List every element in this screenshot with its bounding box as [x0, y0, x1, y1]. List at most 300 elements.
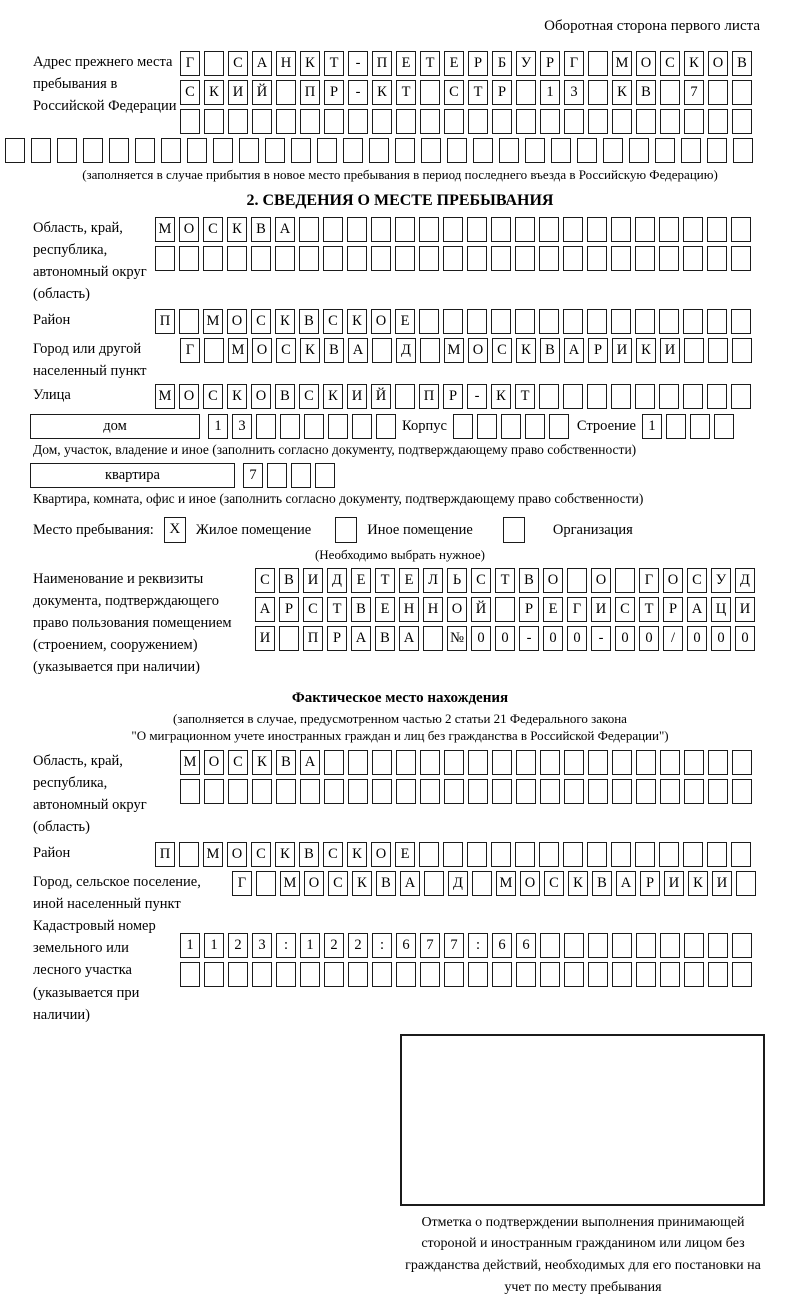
char-box[interactable] — [612, 962, 632, 987]
char-box[interactable] — [324, 750, 344, 775]
char-box[interactable]: О — [520, 871, 540, 896]
char-box[interactable] — [516, 962, 536, 987]
char-box[interactable]: О — [179, 384, 199, 409]
char-box[interactable] — [443, 217, 463, 242]
char-box[interactable] — [540, 779, 560, 804]
char-box[interactable]: : — [372, 933, 392, 958]
char-box[interactable]: Т — [375, 568, 395, 593]
char-box[interactable] — [515, 217, 535, 242]
char-box[interactable] — [395, 246, 415, 271]
stay-option-other-checkbox[interactable] — [335, 517, 357, 543]
char-box[interactable] — [239, 138, 259, 163]
char-box[interactable] — [539, 309, 559, 334]
char-box[interactable] — [453, 414, 473, 439]
char-box[interactable]: И — [612, 338, 632, 363]
char-box[interactable]: К — [491, 384, 511, 409]
char-box[interactable] — [420, 779, 440, 804]
char-box[interactable]: О — [252, 338, 272, 363]
char-box[interactable] — [323, 246, 343, 271]
char-box[interactable] — [635, 309, 655, 334]
char-box[interactable] — [707, 217, 727, 242]
char-box[interactable] — [587, 309, 607, 334]
char-box[interactable] — [539, 384, 559, 409]
char-box[interactable] — [347, 246, 367, 271]
char-box[interactable] — [708, 779, 728, 804]
char-box[interactable] — [588, 80, 608, 105]
char-box[interactable] — [732, 962, 752, 987]
char-box[interactable] — [707, 384, 727, 409]
char-box[interactable] — [420, 750, 440, 775]
char-box[interactable]: 1 — [204, 933, 224, 958]
char-box[interactable] — [371, 217, 391, 242]
char-box[interactable]: К — [684, 51, 704, 76]
char-box[interactable]: В — [275, 384, 295, 409]
char-box[interactable] — [564, 962, 584, 987]
char-box[interactable] — [611, 842, 631, 867]
char-box[interactable]: П — [300, 80, 320, 105]
char-box[interactable]: С — [251, 842, 271, 867]
char-box[interactable]: И — [255, 626, 275, 651]
char-box[interactable]: 3 — [232, 414, 252, 439]
char-box[interactable] — [684, 750, 704, 775]
char-box[interactable] — [708, 962, 728, 987]
char-box[interactable] — [228, 962, 248, 987]
char-box[interactable] — [443, 309, 463, 334]
char-box[interactable] — [371, 246, 391, 271]
char-box[interactable]: М — [155, 217, 175, 242]
char-box[interactable] — [659, 309, 679, 334]
char-box[interactable]: Р — [327, 626, 347, 651]
char-box[interactable] — [228, 779, 248, 804]
char-box[interactable] — [516, 80, 536, 105]
char-box[interactable]: Е — [375, 597, 395, 622]
char-box[interactable]: 6 — [516, 933, 536, 958]
char-box[interactable] — [564, 109, 584, 134]
char-box[interactable] — [419, 217, 439, 242]
char-box[interactable]: 0 — [639, 626, 659, 651]
char-box[interactable] — [707, 138, 727, 163]
char-box[interactable] — [252, 962, 272, 987]
char-box[interactable]: 0 — [615, 626, 635, 651]
char-box[interactable] — [681, 138, 701, 163]
char-box[interactable] — [251, 246, 271, 271]
char-box[interactable]: У — [516, 51, 536, 76]
char-box[interactable] — [424, 871, 444, 896]
char-box[interactable] — [161, 138, 181, 163]
char-box[interactable]: И — [347, 384, 367, 409]
char-box[interactable]: 1 — [642, 414, 662, 439]
char-box[interactable] — [376, 414, 396, 439]
char-box[interactable]: 0 — [567, 626, 587, 651]
char-box[interactable] — [611, 384, 631, 409]
char-box[interactable]: А — [400, 871, 420, 896]
char-box[interactable] — [515, 842, 535, 867]
char-box[interactable] — [666, 414, 686, 439]
char-box[interactable]: С — [615, 597, 635, 622]
char-box[interactable] — [187, 138, 207, 163]
char-box[interactable] — [684, 779, 704, 804]
char-box[interactable]: С — [228, 51, 248, 76]
char-box[interactable]: М — [496, 871, 516, 896]
char-box[interactable] — [304, 414, 324, 439]
char-box[interactable] — [5, 138, 25, 163]
char-box[interactable] — [736, 871, 756, 896]
char-box[interactable] — [396, 779, 416, 804]
char-box[interactable] — [467, 246, 487, 271]
char-box[interactable] — [348, 109, 368, 134]
char-box[interactable] — [300, 779, 320, 804]
char-box[interactable] — [683, 384, 703, 409]
char-box[interactable] — [419, 246, 439, 271]
char-box[interactable] — [420, 962, 440, 987]
char-box[interactable] — [731, 246, 751, 271]
char-box[interactable] — [587, 842, 607, 867]
char-box[interactable] — [588, 750, 608, 775]
char-box[interactable] — [683, 246, 703, 271]
char-box[interactable]: 1 — [180, 933, 200, 958]
char-box[interactable] — [539, 246, 559, 271]
char-box[interactable] — [315, 463, 335, 488]
char-box[interactable] — [731, 384, 751, 409]
char-box[interactable]: 7 — [444, 933, 464, 958]
char-box[interactable]: К — [636, 338, 656, 363]
char-box[interactable] — [323, 217, 343, 242]
char-box[interactable] — [204, 51, 224, 76]
char-box[interactable]: О — [227, 309, 247, 334]
char-box[interactable]: В — [351, 597, 371, 622]
char-box[interactable] — [372, 109, 392, 134]
char-box[interactable] — [635, 246, 655, 271]
char-box[interactable]: : — [276, 933, 296, 958]
char-box[interactable]: И — [735, 597, 755, 622]
char-box[interactable] — [204, 779, 224, 804]
char-box[interactable] — [708, 750, 728, 775]
char-box[interactable] — [587, 384, 607, 409]
char-box[interactable] — [423, 626, 443, 651]
char-box[interactable]: 0 — [543, 626, 563, 651]
char-box[interactable]: Е — [395, 309, 415, 334]
char-box[interactable] — [515, 246, 535, 271]
char-box[interactable]: 6 — [492, 933, 512, 958]
char-box[interactable]: М — [612, 51, 632, 76]
char-box[interactable] — [300, 109, 320, 134]
char-box[interactable]: С — [323, 842, 343, 867]
char-box[interactable] — [636, 779, 656, 804]
char-box[interactable]: О — [304, 871, 324, 896]
char-box[interactable]: А — [351, 626, 371, 651]
char-box[interactable]: А — [275, 217, 295, 242]
char-box[interactable]: С — [255, 568, 275, 593]
char-box[interactable]: В — [276, 750, 296, 775]
char-box[interactable]: 1 — [300, 933, 320, 958]
char-box[interactable] — [204, 962, 224, 987]
char-box[interactable] — [587, 217, 607, 242]
char-box[interactable]: Р — [468, 51, 488, 76]
char-box[interactable] — [612, 933, 632, 958]
char-box[interactable] — [267, 463, 287, 488]
char-box[interactable] — [343, 138, 363, 163]
char-box[interactable] — [467, 217, 487, 242]
char-box[interactable] — [525, 138, 545, 163]
char-box[interactable] — [539, 217, 559, 242]
char-box[interactable]: Д — [448, 871, 468, 896]
char-box[interactable]: Н — [399, 597, 419, 622]
char-box[interactable] — [299, 246, 319, 271]
char-box[interactable]: 3 — [564, 80, 584, 105]
char-box[interactable]: 0 — [687, 626, 707, 651]
char-box[interactable] — [467, 842, 487, 867]
char-box[interactable]: Й — [371, 384, 391, 409]
char-box[interactable] — [228, 109, 248, 134]
char-box[interactable]: В — [299, 842, 319, 867]
char-box[interactable]: 2 — [348, 933, 368, 958]
char-box[interactable] — [276, 962, 296, 987]
char-box[interactable] — [708, 338, 728, 363]
char-box[interactable] — [683, 217, 703, 242]
char-box[interactable]: С — [660, 51, 680, 76]
char-box[interactable] — [684, 933, 704, 958]
char-box[interactable]: М — [203, 842, 223, 867]
char-box[interactable]: 2 — [228, 933, 248, 958]
char-box[interactable]: 2 — [324, 933, 344, 958]
char-box[interactable] — [732, 80, 752, 105]
char-box[interactable] — [684, 338, 704, 363]
char-box[interactable] — [660, 80, 680, 105]
char-box[interactable]: Н — [276, 51, 296, 76]
char-box[interactable]: К — [516, 338, 536, 363]
char-box[interactable]: Г — [564, 51, 584, 76]
char-box[interactable]: И — [228, 80, 248, 105]
char-box[interactable] — [155, 246, 175, 271]
char-box[interactable] — [395, 217, 415, 242]
char-box[interactable]: Т — [468, 80, 488, 105]
char-box[interactable]: - — [348, 51, 368, 76]
char-box[interactable] — [372, 750, 392, 775]
char-box[interactable]: В — [375, 626, 395, 651]
char-box[interactable]: Д — [327, 568, 347, 593]
char-box[interactable] — [563, 246, 583, 271]
char-box[interactable]: К — [347, 842, 367, 867]
char-box[interactable]: О — [591, 568, 611, 593]
char-box[interactable] — [683, 842, 703, 867]
char-box[interactable] — [276, 109, 296, 134]
char-box[interactable] — [324, 779, 344, 804]
char-box[interactable] — [501, 414, 521, 439]
char-box[interactable] — [204, 109, 224, 134]
char-box[interactable]: К — [300, 338, 320, 363]
char-box[interactable] — [690, 414, 710, 439]
char-box[interactable] — [396, 109, 416, 134]
char-box[interactable]: О — [636, 51, 656, 76]
char-box[interactable]: К — [372, 80, 392, 105]
char-box[interactable] — [57, 138, 77, 163]
char-box[interactable]: М — [444, 338, 464, 363]
char-box[interactable]: И — [303, 568, 323, 593]
char-box[interactable]: - — [467, 384, 487, 409]
char-box[interactable] — [525, 414, 545, 439]
char-box[interactable] — [491, 309, 511, 334]
char-box[interactable] — [635, 384, 655, 409]
char-box[interactable] — [372, 338, 392, 363]
char-box[interactable]: С — [299, 384, 319, 409]
char-box[interactable] — [588, 109, 608, 134]
char-box[interactable]: О — [371, 842, 391, 867]
stay-option-organization-checkbox[interactable] — [503, 517, 525, 543]
char-box[interactable]: Г — [639, 568, 659, 593]
char-box[interactable]: О — [251, 384, 271, 409]
char-box[interactable] — [179, 842, 199, 867]
char-box[interactable] — [256, 414, 276, 439]
char-box[interactable]: Р — [663, 597, 683, 622]
char-box[interactable] — [468, 962, 488, 987]
char-box[interactable]: Г — [232, 871, 252, 896]
char-box[interactable] — [714, 414, 734, 439]
char-box[interactable]: И — [660, 338, 680, 363]
char-box[interactable] — [447, 138, 467, 163]
char-box[interactable] — [291, 463, 311, 488]
char-box[interactable] — [707, 842, 727, 867]
char-box[interactable]: Е — [396, 51, 416, 76]
char-box[interactable]: Г — [180, 51, 200, 76]
char-box[interactable]: К — [323, 384, 343, 409]
char-box[interactable] — [324, 962, 344, 987]
char-box[interactable]: П — [155, 309, 175, 334]
char-box[interactable] — [684, 962, 704, 987]
char-box[interactable] — [204, 338, 224, 363]
char-box[interactable]: 0 — [471, 626, 491, 651]
char-box[interactable]: Р — [640, 871, 660, 896]
char-box[interactable] — [492, 779, 512, 804]
char-box[interactable] — [443, 842, 463, 867]
char-box[interactable] — [180, 962, 200, 987]
char-box[interactable] — [468, 779, 488, 804]
char-box[interactable] — [567, 568, 587, 593]
char-box[interactable] — [540, 962, 560, 987]
char-box[interactable]: Т — [420, 51, 440, 76]
char-box[interactable] — [491, 842, 511, 867]
char-box[interactable] — [587, 246, 607, 271]
char-box[interactable]: К — [227, 384, 247, 409]
char-box[interactable]: О — [543, 568, 563, 593]
char-box[interactable] — [588, 779, 608, 804]
char-box[interactable] — [348, 779, 368, 804]
char-box[interactable]: К — [568, 871, 588, 896]
char-box[interactable]: : — [468, 933, 488, 958]
char-box[interactable] — [473, 138, 493, 163]
char-box[interactable] — [660, 933, 680, 958]
char-box[interactable]: С — [492, 338, 512, 363]
char-box[interactable] — [708, 933, 728, 958]
char-box[interactable]: 7 — [243, 463, 263, 488]
char-box[interactable]: К — [347, 309, 367, 334]
char-box[interactable]: С — [323, 309, 343, 334]
char-box[interactable] — [540, 109, 560, 134]
char-box[interactable]: В — [279, 568, 299, 593]
char-box[interactable] — [179, 309, 199, 334]
char-box[interactable] — [420, 80, 440, 105]
char-box[interactable]: А — [252, 51, 272, 76]
char-box[interactable]: Р — [588, 338, 608, 363]
char-box[interactable] — [420, 109, 440, 134]
char-box[interactable] — [603, 138, 623, 163]
char-box[interactable] — [660, 779, 680, 804]
char-box[interactable] — [317, 138, 337, 163]
char-box[interactable]: 7 — [684, 80, 704, 105]
char-box[interactable]: С — [276, 338, 296, 363]
char-box[interactable]: М — [280, 871, 300, 896]
char-box[interactable]: С — [251, 309, 271, 334]
char-box[interactable]: В — [324, 338, 344, 363]
char-box[interactable] — [495, 597, 515, 622]
char-box[interactable] — [203, 246, 223, 271]
char-box[interactable] — [467, 309, 487, 334]
char-box[interactable]: К — [227, 217, 247, 242]
char-box[interactable] — [708, 109, 728, 134]
char-box[interactable]: Р — [519, 597, 539, 622]
char-box[interactable]: А — [399, 626, 419, 651]
char-box[interactable]: У — [711, 568, 731, 593]
char-box[interactable]: С — [203, 217, 223, 242]
char-box[interactable]: Л — [423, 568, 443, 593]
char-box[interactable]: В — [299, 309, 319, 334]
char-box[interactable]: Б — [492, 51, 512, 76]
char-box[interactable] — [276, 80, 296, 105]
char-box[interactable]: О — [708, 51, 728, 76]
char-box[interactable]: Ь — [447, 568, 467, 593]
char-box[interactable] — [588, 962, 608, 987]
char-box[interactable] — [683, 309, 703, 334]
char-box[interactable] — [564, 779, 584, 804]
char-box[interactable] — [419, 842, 439, 867]
char-box[interactable] — [444, 779, 464, 804]
char-box[interactable] — [31, 138, 51, 163]
stay-option-residential-checkbox[interactable]: X — [164, 517, 186, 543]
char-box[interactable] — [252, 779, 272, 804]
char-box[interactable] — [612, 779, 632, 804]
char-box[interactable] — [421, 138, 441, 163]
char-box[interactable] — [588, 51, 608, 76]
char-box[interactable]: В — [592, 871, 612, 896]
char-box[interactable]: В — [540, 338, 560, 363]
char-box[interactable]: К — [275, 842, 295, 867]
char-box[interactable] — [180, 779, 200, 804]
char-box[interactable]: 0 — [495, 626, 515, 651]
char-box[interactable]: М — [180, 750, 200, 775]
char-box[interactable]: Р — [279, 597, 299, 622]
char-box[interactable] — [731, 842, 751, 867]
char-box[interactable]: П — [303, 626, 323, 651]
char-box[interactable]: Т — [639, 597, 659, 622]
char-box[interactable] — [636, 962, 656, 987]
char-box[interactable]: Е — [444, 51, 464, 76]
char-box[interactable] — [348, 962, 368, 987]
char-box[interactable]: 0 — [735, 626, 755, 651]
char-box[interactable]: М — [228, 338, 248, 363]
char-box[interactable] — [636, 109, 656, 134]
char-box[interactable]: Й — [471, 597, 491, 622]
char-box[interactable]: Т — [396, 80, 416, 105]
char-box[interactable] — [660, 962, 680, 987]
char-box[interactable] — [280, 414, 300, 439]
char-box[interactable]: Е — [395, 842, 415, 867]
char-box[interactable]: / — [663, 626, 683, 651]
char-box[interactable] — [564, 933, 584, 958]
char-box[interactable]: В — [519, 568, 539, 593]
char-box[interactable] — [369, 138, 389, 163]
char-box[interactable]: К — [688, 871, 708, 896]
char-box[interactable] — [540, 933, 560, 958]
char-box[interactable] — [352, 414, 372, 439]
